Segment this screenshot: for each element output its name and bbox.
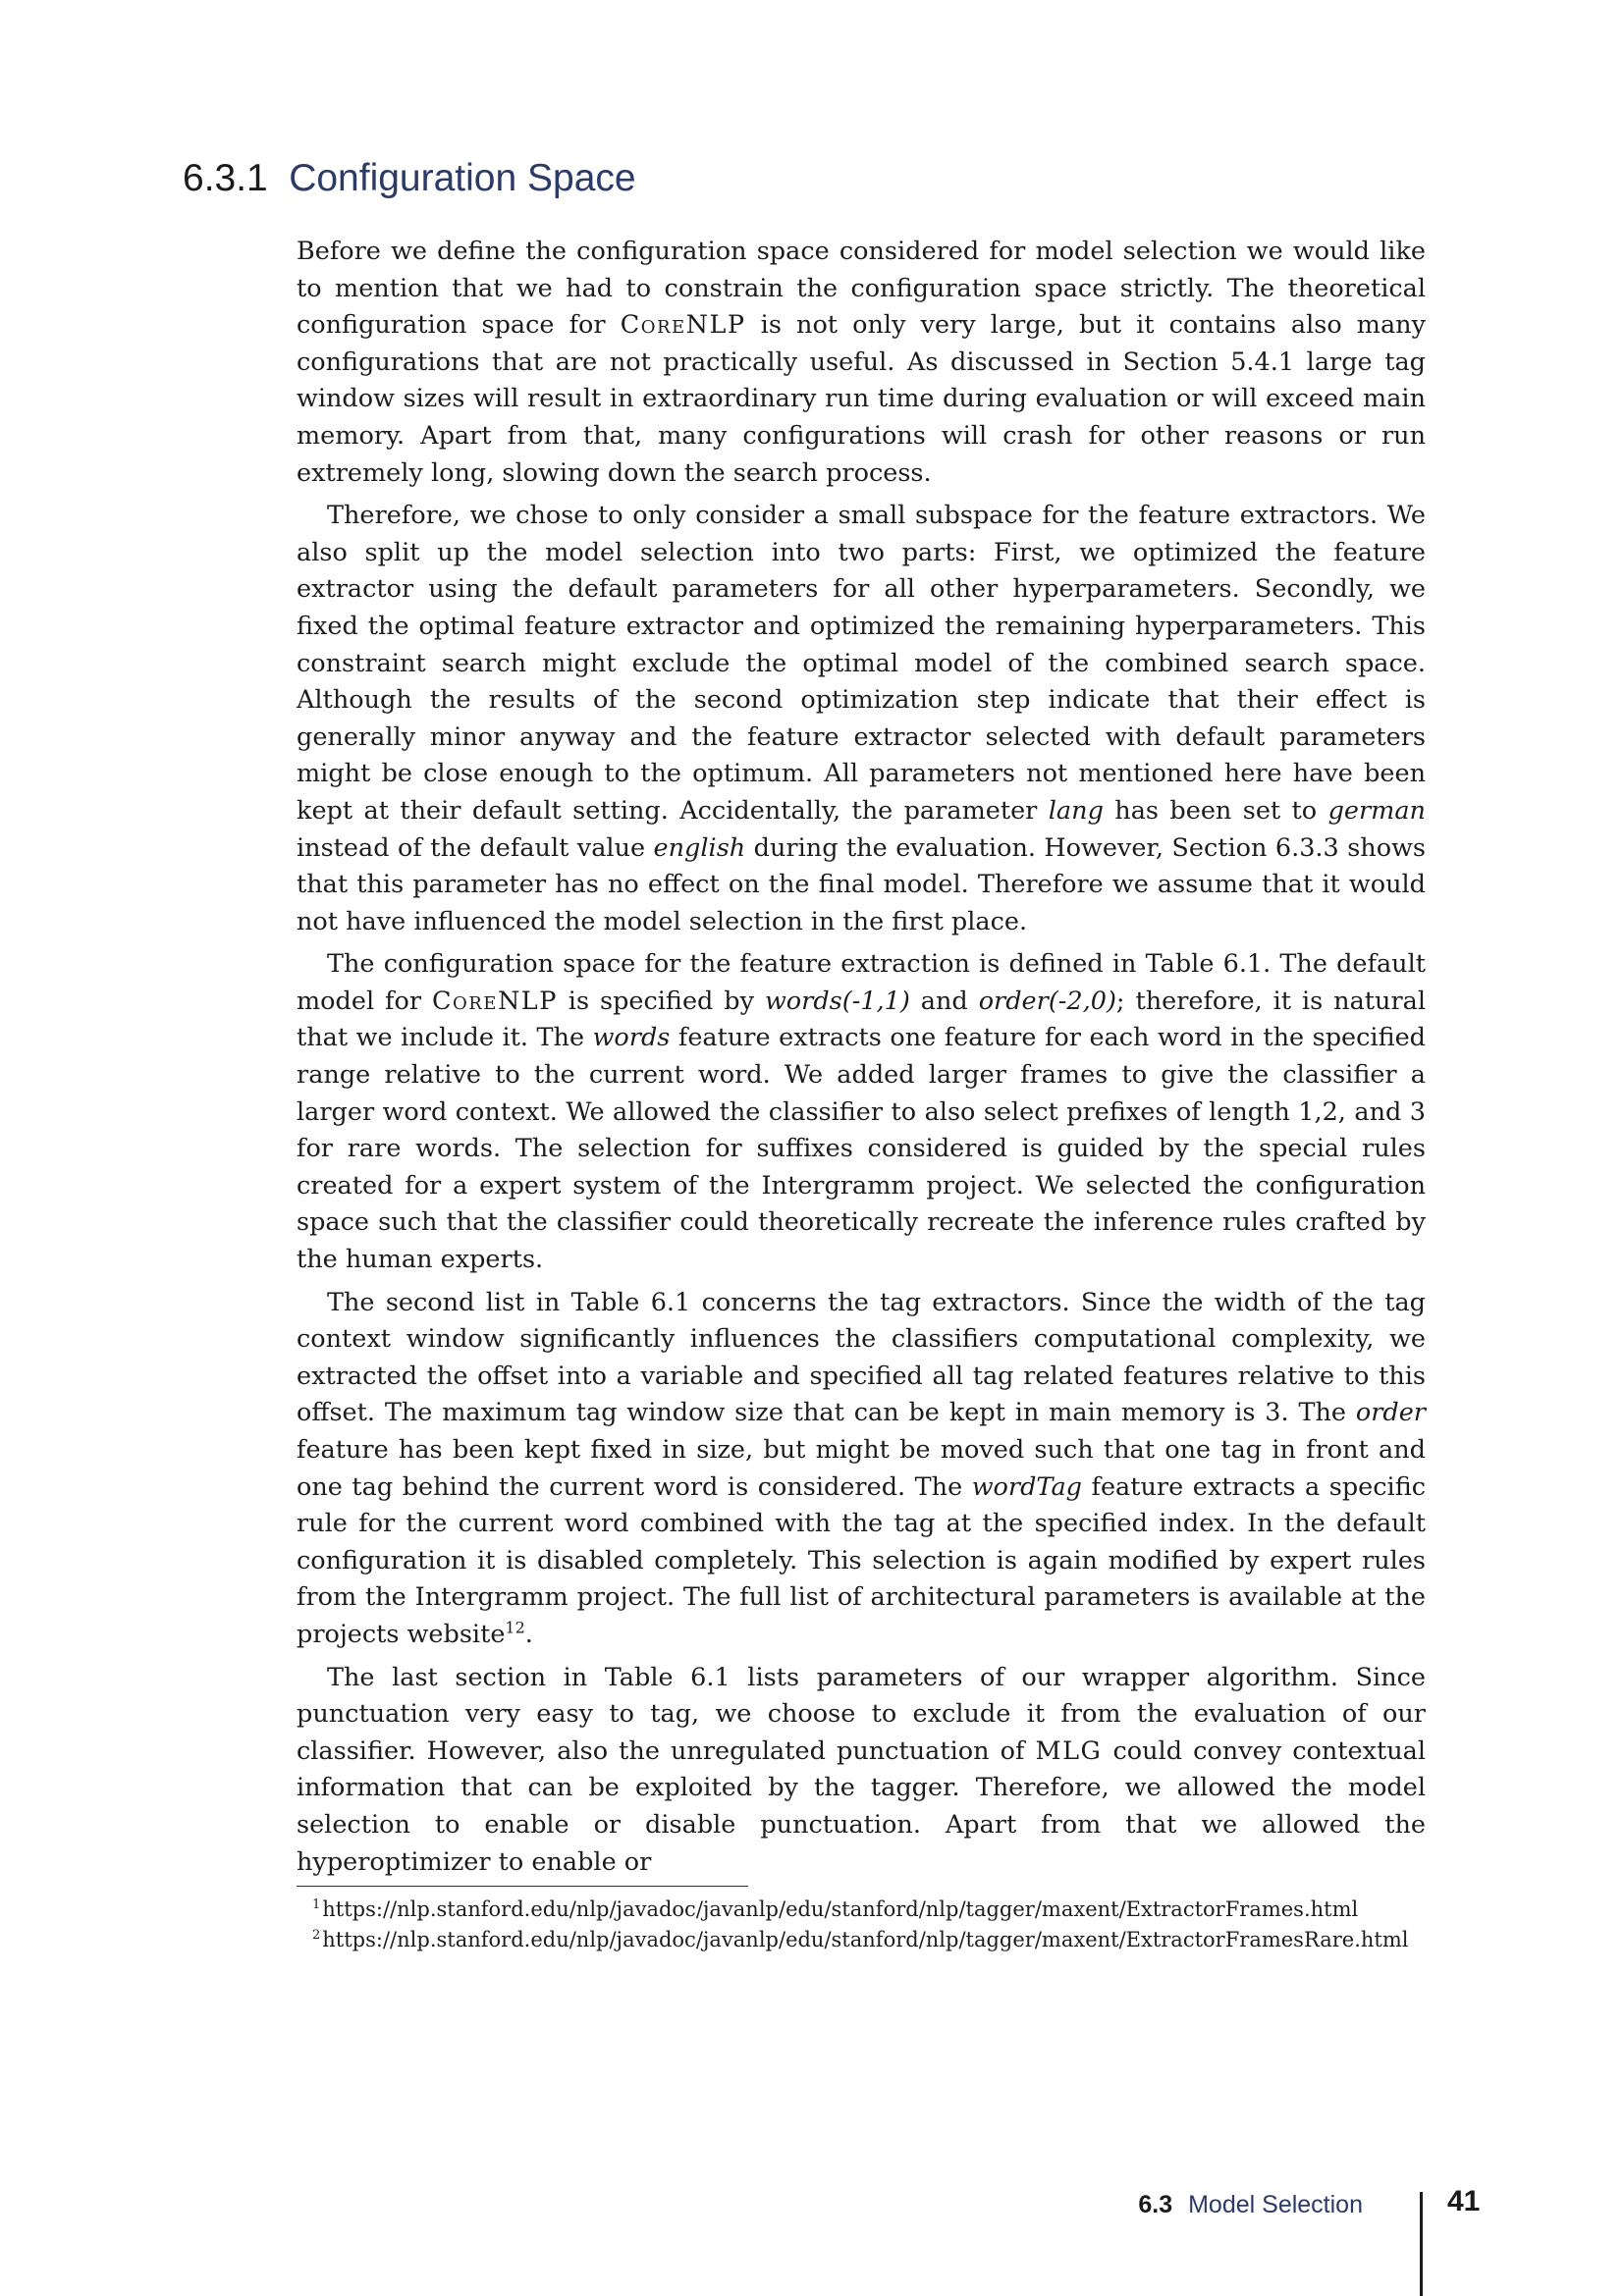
section-title: Configuration Space: [289, 157, 636, 199]
text-run: The second list in Table 6.1 concerns the tag extractors. Since the width of the tag context window significantly influences the classifiers computational complexity, we extracted the offset into a variable and specified all tag related features relative to this offset. The maximum tag window size that can be kept in main memory is 3. The: [297, 1287, 1426, 1428]
italic-term: english: [653, 832, 746, 863]
text-run: .: [524, 1619, 533, 1649]
text-run: feature extracts a specific rule for the current word combined with the tag at the specified index. In the default configuration it is disabled completely. This selection is again modified by expert rules from the Intergramm project. The full list of architectural parameters is available at the projects website: [297, 1471, 1426, 1649]
mlg-name: MLG: [1035, 1735, 1103, 1766]
italic-term: words: [592, 1023, 671, 1053]
paragraph-4: [297, 1285, 1426, 1654]
italic-term: order(-2,0): [978, 986, 1116, 1016]
text-run: could convey contextual information that can be exploited by the tagger. Therefore, we allowed the model selection to enable or disable punctuation. Apart from that we allowed the hyperoptimizer to enable or: [297, 1735, 1426, 1877]
corenlp-name: CoreNLP: [431, 986, 558, 1016]
text-run: is not only very large, but it contains also many configurations that are not practically useful. As discussed in Section 5.4.1 large tag window sizes will result in extraordinary run time during evaluation or will exceed main memory. Apart from that, many configurations will crash for other reasons or run extremely long, slowing down the search process.: [297, 310, 1426, 488]
running-footer: [982, 2191, 1363, 2219]
text-run: The configuration space for the feature extraction is defined in Table 6.1. The default model for: [297, 949, 1426, 1016]
body-text: [297, 234, 1426, 1887]
footnotes: [297, 1895, 1428, 1955]
italic-term: order: [1355, 1398, 1426, 1428]
footnote-mark: 2: [312, 1928, 321, 1943]
italic-term: german: [1327, 795, 1426, 826]
text-run: The last section in Table 6.1 lists parameters of our wrapper algorithm. Since punctuation very easy to tag, we choose to exclude it from the evaluation of our classifier. However, also the unregulated punctuation of: [297, 1662, 1426, 1766]
italic-term: words(-1,1): [764, 986, 910, 1016]
text-run: ; therefore, it is natural that we include it. The: [297, 986, 1426, 1053]
paragraph-2: [297, 498, 1426, 940]
footnote-2: [297, 1925, 1428, 1954]
footnote-reference[interactable]: 12: [505, 1618, 525, 1637]
paragraph-3: [297, 946, 1426, 1278]
text-run: during the evaluation. However, Section 6.3.3 shows that this parameter has no effect on the final model. Therefore we assume that it would not have influenced the model selection in the first place.: [297, 832, 1426, 936]
paragraph-1: [297, 234, 1426, 492]
text-run: and: [909, 986, 979, 1016]
section-number: 6.3.1: [183, 157, 268, 199]
italic-term: lang: [1048, 795, 1104, 826]
footer-section-number: 6.3: [1138, 2191, 1173, 2218]
footer-section-title: Model Selection: [1188, 2191, 1363, 2218]
text-run: instead of the default value: [297, 832, 654, 863]
text-run: has been set to: [1103, 795, 1328, 826]
footnote-url-link[interactable]: https://nlp.stanford.edu/nlp/javadoc/javanlp/edu/stanford/nlp/tagger/maxent/ExtractorFrames.html: [322, 1897, 1359, 1921]
paragraph-5: [297, 1660, 1426, 1882]
text-run: Before we define the configuration space considered for model selection we would like to mention that we had to constrain the configuration space strictly. The theoretical configuration space for: [297, 237, 1426, 341]
page-number: 41: [1447, 2185, 1481, 2217]
text-run: is specified by: [557, 986, 765, 1016]
footnote-mark: 1: [312, 1897, 321, 1912]
text-run: feature has been kept fixed in size, but might be moved such that one tag in front and one tag behind the current word is considered. The: [297, 1435, 1426, 1502]
footnote-url-link[interactable]: https://nlp.stanford.edu/nlp/javadoc/javanlp/edu/stanford/nlp/tagger/maxent/ExtractorFramesRare.html: [322, 1928, 1409, 1951]
italic-term: wordTag: [971, 1471, 1082, 1502]
section-heading: [183, 157, 636, 200]
footnote-1: [297, 1895, 1428, 1924]
text-run: feature extracts one feature for each word in the specified range relative to the current word. We added larger frames to give the classifier a larger word context. We allowed the classifier to also select prefixes of length 1,2, and 3 for rare words. The selection for suffixes considered is guided by the special rules created for a expert system of the Intergramm project. We selected the configuration space such that the classifier could theoretically recreate the inference rules crafted by the human experts.: [297, 1023, 1426, 1275]
text-run: Therefore, we chose to only consider a small subspace for the feature extractors. We also split up the model selection into two parts: First, we optimized the feature extractor using the default parameters for all other hyperparameters. Secondly, we fixed the optimal feature extractor and optimized the remaining hyperparameters. This constraint search might exclude the optimal model of the combined search space. Although the results of the second optimization step indicate that their effect is generally minor anyway and the feature extractor selected with default parameters might be close enough to the optimum. All parameters not mentioned here have been kept at their default setting. Accidentally, the parameter: [297, 501, 1426, 826]
footer-divider: [1420, 2192, 1423, 2296]
corenlp-name: CoreNLP: [620, 310, 746, 341]
footnote-divider: [297, 1886, 748, 1887]
